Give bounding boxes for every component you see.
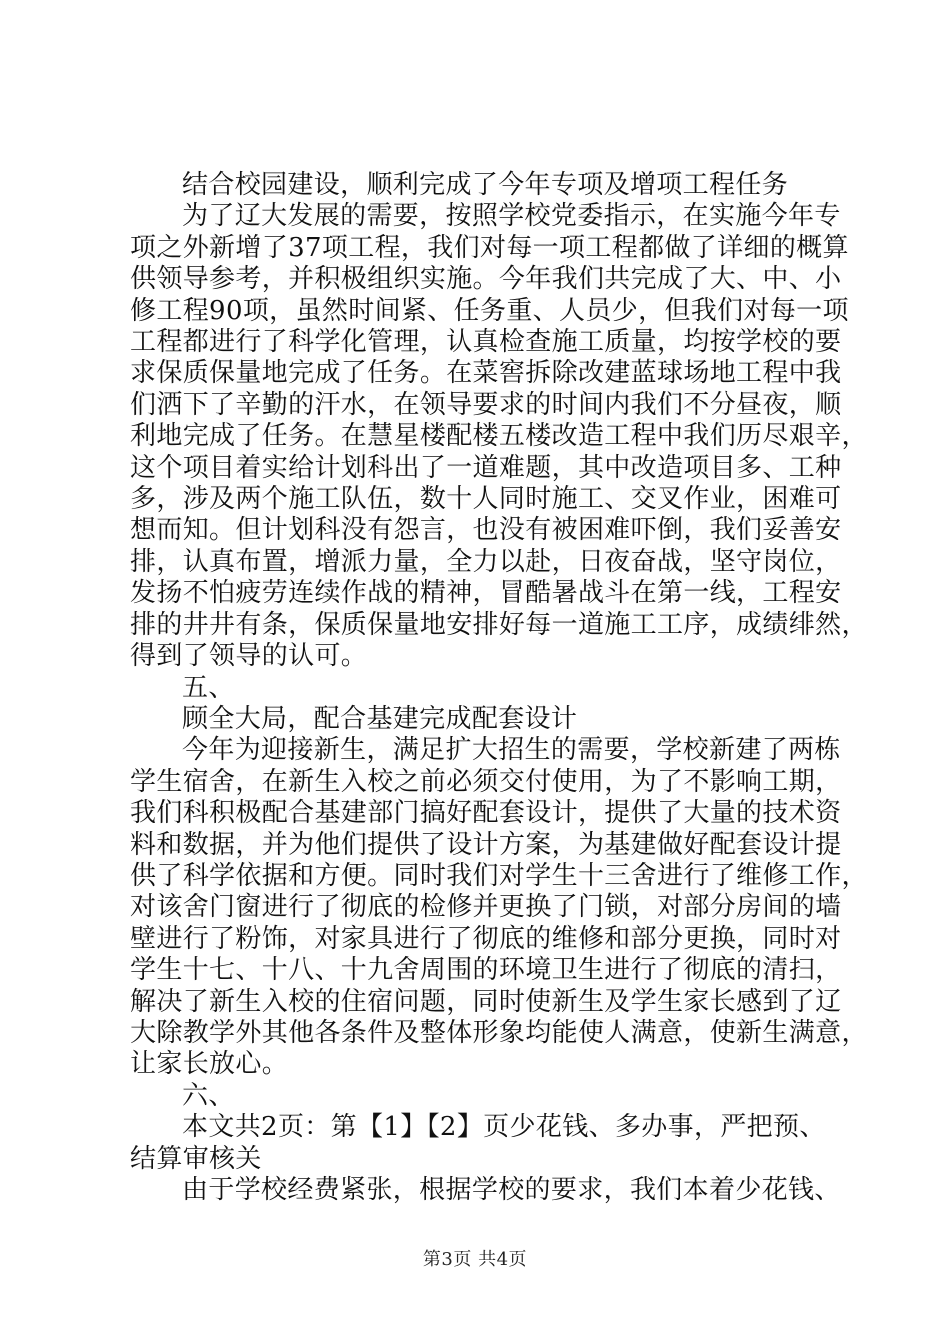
text-line: 多，涉及两个施工队伍，数十人同时施工、交叉作业，困难可 <box>130 484 842 515</box>
text-line: 料和数据，并为他们提供了设计方案，为基建做好配套设计提 <box>130 829 842 860</box>
text-line: 供了科学依据和方便。同时我们对学生十三舍进行了维修工作， <box>130 860 868 891</box>
text-line: 利地完成了任务。在慧星楼配楼五楼改造工程中我们历尽艰辛， <box>130 421 868 452</box>
page-footer: 第3页 共4页 <box>422 1249 528 1270</box>
document-body <box>130 170 868 1206</box>
text-line: 六、 <box>182 1080 235 1111</box>
text-line: 由于学校经费紧张，根据学校的要求，我们本着少花钱、 <box>182 1175 841 1205</box>
text-line: 为了辽大发展的需要，按照学校党委指示，在实施今年专 <box>182 201 841 232</box>
text-line: 大除教学外其他各条件及整体形象均能使人满意，使新生满意， <box>130 1017 868 1048</box>
text-line: 结算审核关 <box>130 1143 262 1174</box>
text-line: 顾全大局，配合基建完成配套设计 <box>182 703 578 734</box>
text-line: 今年为迎接新生，满足扩大招生的需要，学校新建了两栋 <box>182 735 841 766</box>
text-line: 得到了领导的认可。 <box>130 641 368 672</box>
text-line: 排，认真布置，增派力量，全力以赴，日夜奋战，坚守岗位， <box>130 546 842 577</box>
text-line: 修工程90项，虽然时间紧、任务重、人员少，但我们对每一项 <box>130 295 849 326</box>
text-line: 学生十七、十八、十九舍周围的环境卫生进行了彻底的清扫， <box>130 955 842 986</box>
text-line: 求保质保量地完成了任务。在菜窖拆除改建蓝球场地工程中我 <box>130 358 842 389</box>
text-line: 结合校园建设，顺利完成了今年专项及增项工程任务 <box>182 170 789 200</box>
text-line: 让家长放心。 <box>130 1049 289 1080</box>
text-line: 我们科积极配合基建部门搞好配套设计，提供了大量的技术资 <box>130 798 842 829</box>
text-line: 项之外新增了37项工程，我们对每一项工程都做了详细的概算 <box>130 232 849 263</box>
text-line: 五、 <box>182 672 235 703</box>
text-line: 供领导参考，并积极组织实施。今年我们共完成了大、中、小 <box>130 264 842 295</box>
text-line: 解决了新生入校的住宿问题，同时使新生及学生家长感到了辽 <box>130 986 842 1017</box>
text-line: 发扬不怕疲劳连续作战的精神，冒酷暑战斗在第一线，工程安 <box>130 578 842 609</box>
text-line: 本文共2页：第【1】【2】页少花钱、多办事，严把预、 <box>182 1112 826 1143</box>
text-line: 学生宿舍，在新生入校之前必须交付使用，为了不影响工期， <box>130 766 842 797</box>
text-line: 们洒下了辛勤的汗水，在领导要求的时间内我们不分昼夜，顺 <box>130 389 842 420</box>
text-line: 对该舍门窗进行了彻底的检修并更换了门锁，对部分房间的墙 <box>130 892 842 923</box>
text-line: 排的井井有条，保质保量地安排好每一道施工工序，成绩绯然， <box>130 609 868 640</box>
text-line: 工程都进行了科学化管理，认真检查施工质量，均按学校的要 <box>130 327 842 358</box>
text-line: 这个项目着实给计划科出了一道难题，其中改造项目多、工种 <box>130 452 842 483</box>
text-line: 壁进行了粉饰，对家具进行了彻底的维修和部分更换，同时对 <box>130 923 842 954</box>
text-line: 想而知。但计划科没有怨言，也没有被困难吓倒，我们妥善安 <box>130 515 842 546</box>
